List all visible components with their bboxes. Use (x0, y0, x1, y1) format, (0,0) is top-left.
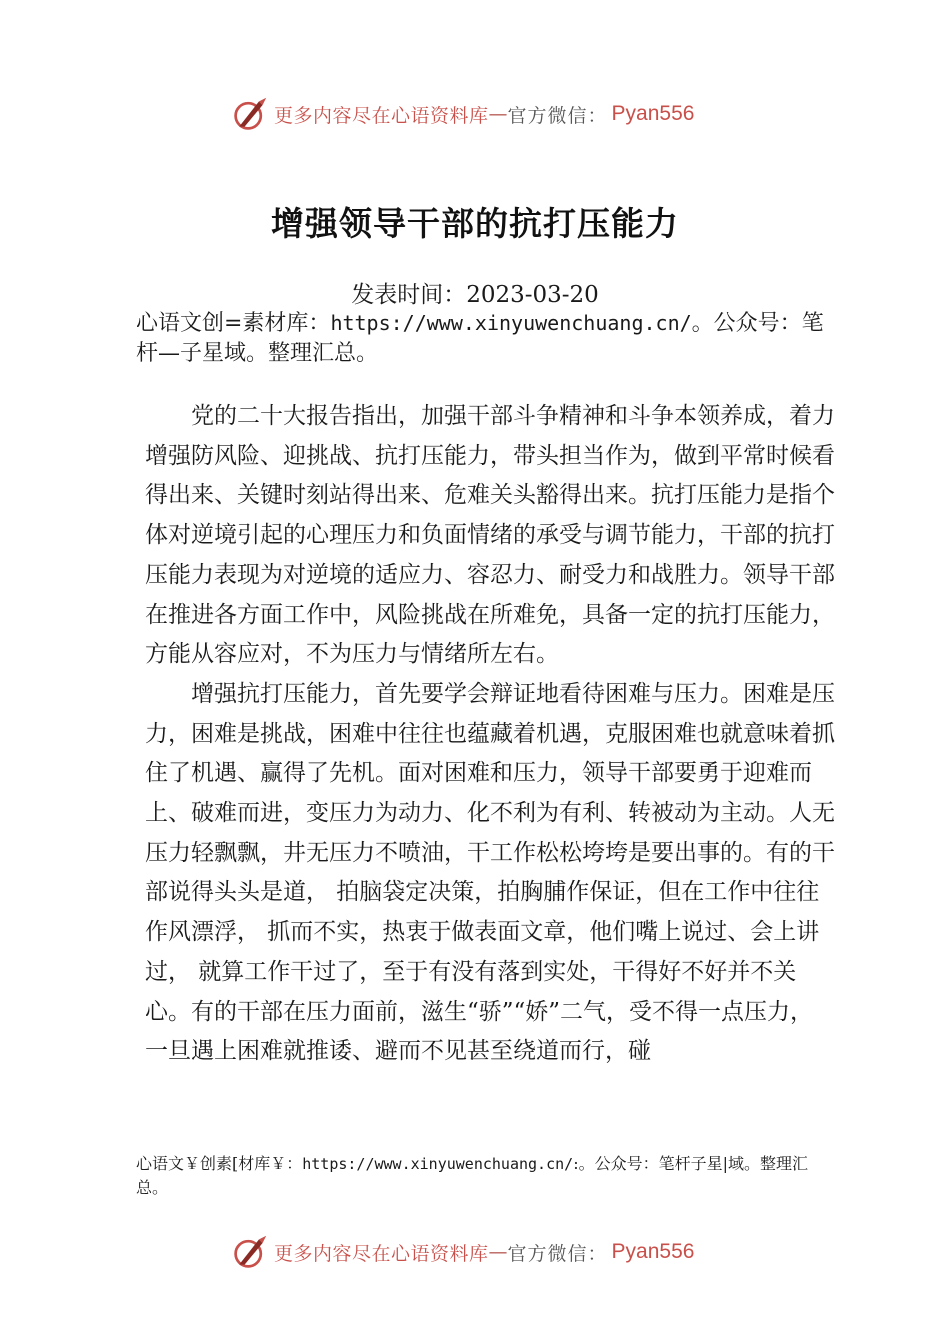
banner-dash: — (488, 1241, 508, 1263)
footnote-suffix: :。公众号：笔杆子星|域。整理汇总。 (136, 1154, 808, 1197)
publish-date: 发表时间：2023-03-20 (351, 282, 599, 308)
page-title: 增强领导干部的抗打压能力 (271, 204, 679, 243)
source-url: https://www.xinyuwenchuang.cn/ (330, 311, 692, 335)
source-prefix: 心语文创=素材库： (136, 311, 331, 336)
paragraph-1: 党的二十大报告指出，加强干部斗争精神和斗争本领养成，着力增强防风险、迎挑战、抗打压能力，带头担当作为，做到平常时候看得出来、关键时刻站得出来、危难关头豁得出来。抗打压能力是指个体对逆境引起的心理压力和负面情绪的承受与调节能力，干部的抗打压能力表现为对逆境的适应力、容忍力、耐受力和战胜力。领导干部在推进各方面工作中，风险挑战在所难免，具备一定的抗打压能力，方能从容应对，不为压力与情绪所左右。 (145, 403, 835, 668)
header-banner (232, 94, 694, 134)
page-footnote (136, 1152, 836, 1200)
footnote-prefix: 心语文￥创素[材库￥： (136, 1154, 303, 1173)
banner-dash: — (488, 103, 508, 125)
source-suffix: 。公众号：笔杆—子星域。整理汇总。 (136, 311, 824, 366)
footnote-url: https://www.xinyuwenchuang.cn/ (302, 1155, 574, 1173)
banner-text: 更多内容尽在心语资料库 (274, 104, 489, 127)
footer-banner (232, 1232, 694, 1272)
quill-logo-icon (232, 1234, 268, 1270)
banner-wechat-id: Pyan556 (611, 102, 695, 125)
article-body (145, 397, 835, 1072)
banner-wechat-id: Pyan556 (611, 1240, 695, 1263)
paragraph-2: 增强抗打压能力，首先要学会辩证地看待困难与压力。困难是压力，困难是挑战，困难中往往也蕴藏着机遇，克服困难也就意味着抓住了机遇、赢得了先机。面对困难和压力，领导干部要勇于迎难而上、破难而进，变压力为动力、化不利为有利、转被动为主动。人无压力轻飘飘，井无压力不喷油，干工作松松垮垮是要出事的。有的干部说得头头是道， 拍脑袋定决策，拍胸脯作保证，但在工作中往往作风漂浮， 抓而不实，热衷于做表面文章，他们嘴上说过、会上讲过， 就算工作干过了，至于有没有落到实处，干得好不好并不关心。有的干部在压力面前，滋生“骄”“娇”二气，受不得一点压力，一旦遇上困难就推诿、避而不见甚至绕道而行，碰 (145, 680, 835, 1065)
banner-wechat-label: 官方微信： (507, 104, 608, 127)
source-line (136, 308, 826, 369)
banner-text: 更多内容尽在心语资料库 (274, 1242, 489, 1265)
quill-logo-icon (232, 96, 268, 132)
banner-wechat-label: 官方微信： (507, 1242, 608, 1265)
